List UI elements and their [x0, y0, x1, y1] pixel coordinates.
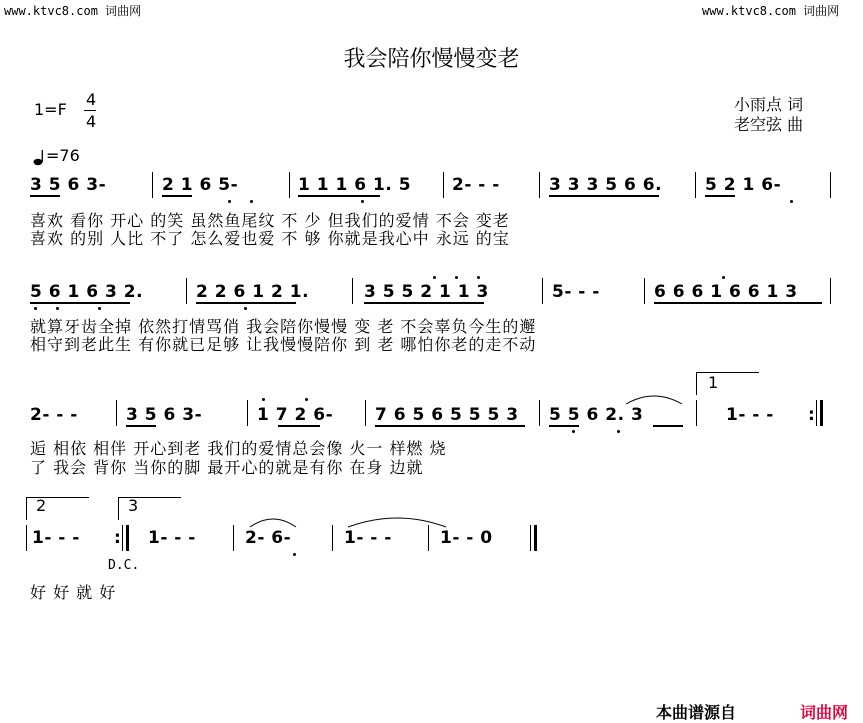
measure-r4-m3: 2- 6- — [245, 528, 292, 548]
low-octave-dot — [572, 430, 575, 433]
measure-r1-m6: 5 2 1 6- — [705, 175, 782, 195]
lyricist-credit: 小雨点 词 — [734, 95, 804, 114]
composer-credit: 老空弦 曲 — [734, 115, 804, 134]
tempo-marking: =76 — [46, 146, 80, 165]
beam — [196, 302, 296, 304]
barline — [233, 525, 234, 551]
barline — [186, 278, 187, 304]
lyric-line-r2-2: 相守到老此生 有你就已足够 让我慢慢陪你 到 老 哪怕你老的走不动 — [30, 335, 537, 354]
tie-slur — [346, 515, 448, 529]
high-octave-dot — [455, 276, 458, 279]
high-octave-dot — [305, 398, 308, 401]
barline — [542, 278, 543, 304]
barline — [830, 172, 831, 198]
beam — [375, 425, 525, 427]
measure-r2-m2: 2 2 6 1 2 1. — [196, 282, 310, 302]
low-octave-dot — [56, 307, 59, 310]
high-octave-dot — [477, 276, 480, 279]
measure-r1-m1: 3 5 6 3- — [30, 175, 107, 195]
lyric-line-r1-2: 喜欢 的别 人比 不了 怎么爱也爱 不 够 你就是我心中 永远 的宝 — [30, 229, 510, 248]
beam — [549, 195, 659, 197]
beam — [162, 195, 192, 197]
barline — [152, 172, 153, 198]
barline — [443, 172, 444, 198]
barline — [530, 525, 531, 551]
barline — [116, 400, 117, 426]
low-octave-dot — [228, 200, 231, 203]
tie-slur — [248, 515, 298, 529]
volta-2-label: 2 — [36, 496, 47, 515]
time-signature-top: 4 — [86, 90, 97, 109]
measure-r2-m4: 5- - - — [552, 282, 600, 302]
barline — [539, 172, 540, 198]
measure-r4-m5: 1- - 0 — [440, 528, 493, 548]
measure-r2-m1: 5 6 1 6 3 2. — [30, 282, 144, 302]
barline — [816, 400, 817, 426]
dal-capo-marking: D.C. — [108, 558, 140, 573]
measure-r1-m3: 1 1 1 6 1. 5 — [298, 175, 412, 195]
volta-3-label: 3 — [128, 496, 139, 515]
beam — [653, 425, 683, 427]
beam — [654, 302, 822, 304]
barline — [352, 278, 353, 304]
measure-r1-m5: 3 3 3 5 6 6. — [549, 175, 663, 195]
low-octave-dot — [617, 430, 620, 433]
time-signature-bottom: 4 — [86, 112, 97, 131]
volta-bracket-1 — [696, 372, 759, 395]
barline — [644, 278, 645, 304]
barline — [695, 172, 696, 198]
beam — [278, 425, 320, 427]
measure-r3-m6: 1- - - — [726, 405, 774, 425]
high-octave-dot — [262, 398, 265, 401]
barline — [247, 400, 248, 426]
beam — [30, 302, 130, 304]
lyric-line-r2-1: 就算牙齿全掉 依然打情骂俏 我会陪你慢慢 变 老 不会辜负今生的邂 — [30, 317, 537, 336]
repeat-dots: : — [808, 405, 816, 425]
lyric-line-r3-2: 了 我会 背你 当你的脚 最开心的就是有你 在身 边就 — [30, 458, 424, 477]
quarter-note-icon — [33, 150, 47, 170]
measure-r3-m2: 3 5 6 3- — [126, 405, 203, 425]
barline — [696, 400, 697, 426]
repeat-end-barline — [820, 400, 823, 426]
beam — [30, 195, 60, 197]
measure-r3-m4: 7 6 5 6 5 5 5 3 — [375, 405, 519, 425]
source-label: 本曲谱源自 — [656, 703, 737, 722]
low-octave-dot — [244, 307, 247, 310]
beam — [298, 195, 380, 197]
measure-r1-m2: 2 1 6 5- — [162, 175, 239, 195]
repeat-dots: : — [114, 528, 122, 548]
key-signature: 1=F — [34, 100, 67, 119]
measure-r4-m2: 1- - - — [148, 528, 196, 548]
barline — [332, 525, 333, 551]
tie-slur — [624, 392, 684, 406]
measure-r4-m4: 1- - - — [344, 528, 392, 548]
measure-r4-m1: 1- - - — [32, 528, 80, 548]
measure-r1-m4: 2- - - — [452, 175, 500, 195]
time-signature-line — [84, 110, 96, 111]
site-watermark-right: www.ktvc8.com 词曲网 — [702, 4, 840, 18]
barline — [539, 400, 540, 426]
barline — [122, 525, 123, 551]
barline — [289, 172, 290, 198]
low-octave-dot — [250, 200, 253, 203]
low-octave-dot — [790, 200, 793, 203]
barline — [26, 525, 27, 551]
beam — [549, 425, 579, 427]
high-octave-dot — [433, 276, 436, 279]
lyric-line-r4-1: 好 好 就 好 — [30, 583, 117, 602]
high-octave-dot — [722, 276, 725, 279]
measure-r3-m3: 1 7 2 6- — [257, 405, 334, 425]
measure-r3-m1: 2- - - — [30, 405, 78, 425]
beam — [705, 195, 735, 197]
low-octave-dot — [34, 307, 37, 310]
low-octave-dot — [293, 553, 296, 556]
measure-r3-m5: 5 5 6 2. 3 — [549, 405, 644, 425]
final-barline — [534, 525, 537, 551]
barline — [365, 400, 366, 426]
measure-r2-m5: 6 6 6 1 6 6 1 3 — [654, 282, 798, 302]
low-octave-dot — [98, 307, 101, 310]
song-title: 我会陪你慢慢变老 — [343, 47, 520, 72]
site-watermark-left: www.ktvc8.com 词曲网 — [4, 4, 142, 18]
lyric-line-r3-1: 逅 相依 相伴 开心到老 我们的爱情总会像 火一 样燃 烧 — [30, 439, 447, 458]
beam — [364, 302, 484, 304]
lyric-line-r1-1: 喜欢 看你 开心 的笑 虽然鱼尾纹 不 少 但我们的爱情 不会 变老 — [30, 211, 510, 230]
site-logo[interactable]: 词曲网 — [800, 703, 849, 722]
measure-r2-m3: 3 5 5 2 1 1 3 — [364, 282, 489, 302]
volta-1-label: 1 — [708, 373, 719, 392]
barline — [830, 278, 831, 304]
beam — [126, 425, 156, 427]
repeat-end-barline — [126, 525, 129, 551]
low-octave-dot — [361, 200, 364, 203]
